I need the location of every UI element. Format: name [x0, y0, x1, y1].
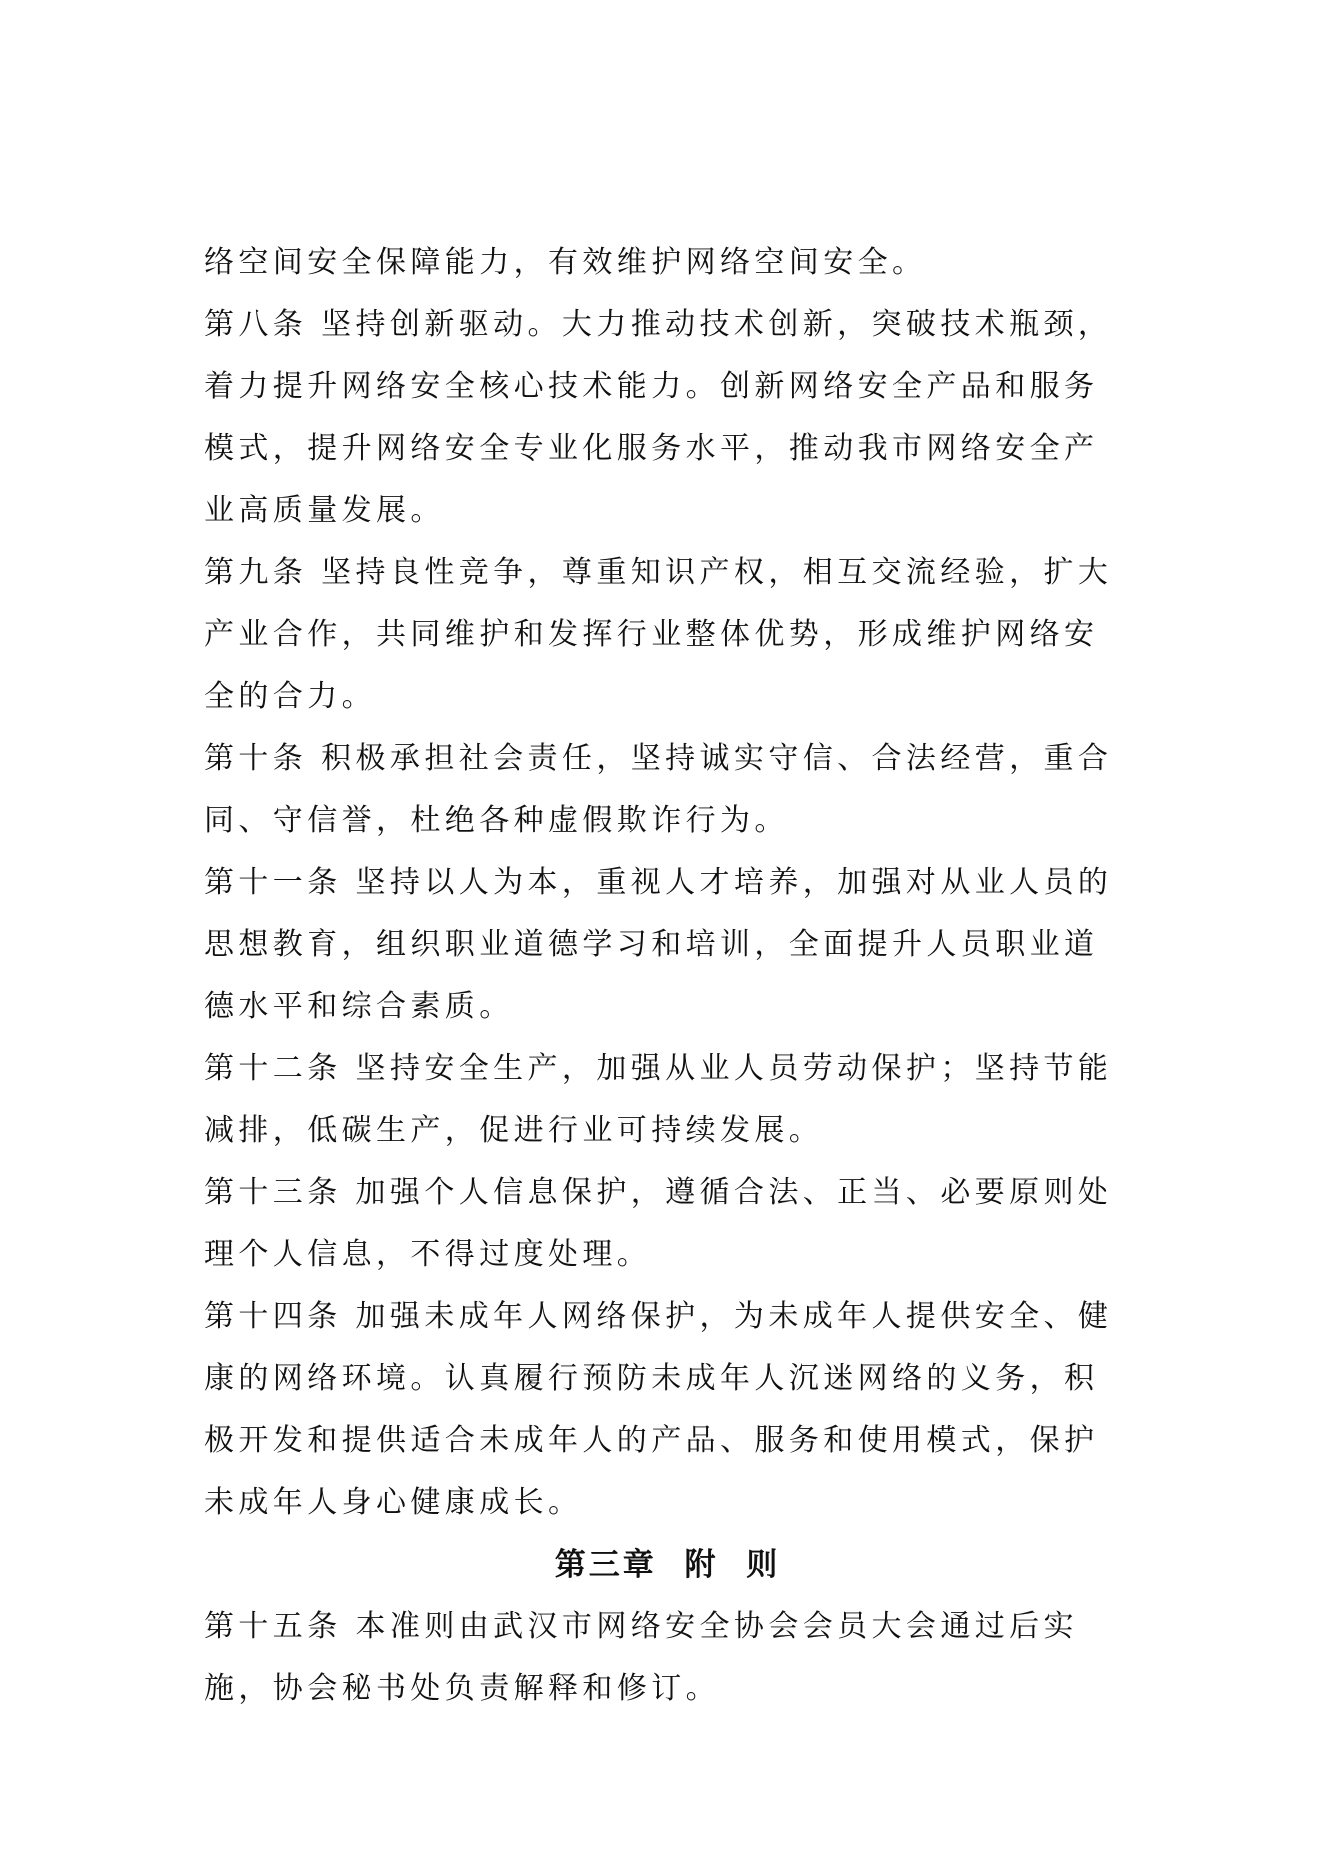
- document-body: [204, 232, 1131, 1720]
- article-15: 第十五条 本准则由武汉市网络安全协会会员大会通过后实施，协会秘书处负责解释和修订。: [204, 1609, 1078, 1706]
- article-11: 第十一条 坚持以人为本，重视人才培养，加强对从业人员的思想教育，组织职业道德学习和培训，全面提升人员职业道德水平和综合素质。: [204, 865, 1113, 1024]
- paragraph-continuation: 络空间安全保障能力，有效维护网络空间安全。: [204, 245, 927, 280]
- article-14: 第十四条 加强未成年人网络保护，为未成年人提供安全、健康的网络环境。认真履行预防未成年人沉迷网络的义务，积极开发和提供适合未成年人的产品、服务和使用模式，保护未成年人身心健康成长。: [204, 1299, 1113, 1520]
- chapter-heading: 第三章 附 则: [554, 1547, 781, 1583]
- article-9: 第九条 坚持良性竞争，尊重知识产权，相互交流经验，扩大产业合作，共同维护和发挥行业整体优势，形成维护网络安全的合力。: [204, 555, 1113, 714]
- article-13: 第十三条 加强个人信息保护，遵循合法、正当、必要原则处理个人信息，不得过度处理。: [204, 1175, 1113, 1272]
- article-8: 第八条 坚持创新驱动。大力推动技术创新，突破技术瓶颈，着力提升网络安全核心技术能力。创新网络安全产品和服务模式，提升网络安全专业化服务水平，推动我市网络安全产业高质量发展。: [204, 307, 1113, 528]
- article-10: 第十条 积极承担社会责任，坚持诚实守信、合法经营，重合同、守信誉，杜绝各种虚假欺诈行为。: [204, 741, 1113, 838]
- article-12: 第十二条 坚持安全生产，加强从业人员劳动保护；坚持节能减排，低碳生产，促进行业可持续发展。: [204, 1051, 1113, 1148]
